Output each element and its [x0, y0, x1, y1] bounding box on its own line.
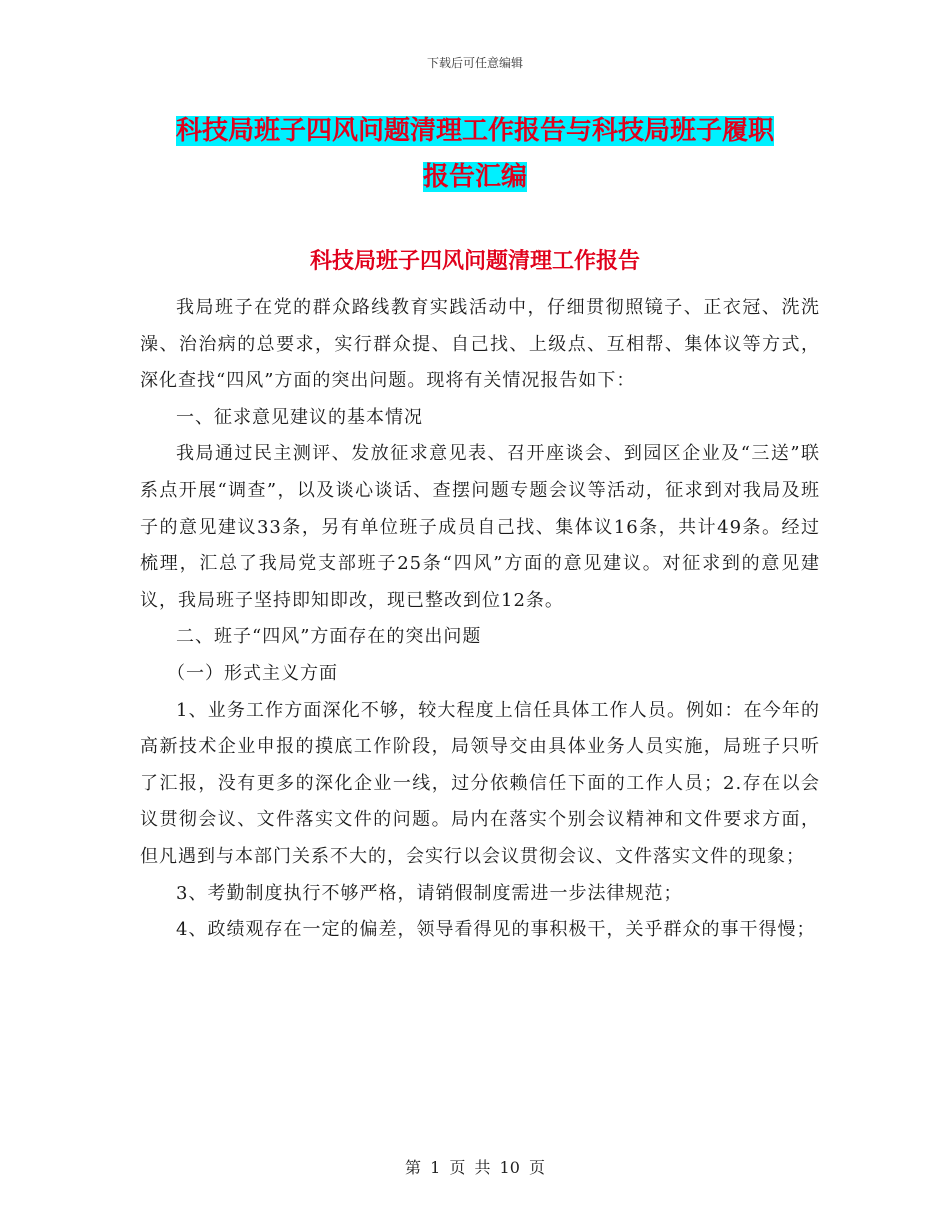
- subsection-heading: （一）形式主义方面: [167, 662, 338, 684]
- section-heading: 一、征求意见建议的基本情况: [176, 406, 423, 428]
- header-note: 下载后可任意编辑: [426, 56, 523, 70]
- paragraph: 4、政绩观存在一定的偏差，领导看得见的事积极干，关乎群众的事干得慢；: [176, 919, 816, 941]
- paragraph: 我局班子在党的群众路线教育实践活动中，仔细贯彻照镜子、正衣冠、洗洗澡、治治病的总要求，实行群众提、自己找、上级点、互相帮、集体议等方式，深化查找“四风”方面的突出问题。现将有关情况报告如下：: [140, 297, 820, 392]
- document-title-line2: 报告汇编: [422, 162, 527, 192]
- paragraph: 1、业务工作方面深化不够，较大程度上信任具体工作人员。例如：在今年的高新技术企业申报的摸底工作阶段，局领导交由具体业务人员实施，局班子只听了汇报，没有更多的深化企业一线，过分依赖信任下面的工作人员；2.存在以会议贯彻会议、文件落实文件的问题。局内在落实个别会议精神和文件要求方面，但凡遇到与本部门关系不大的，会实行以会议贯彻会议、文件落实文件的现象；: [140, 699, 820, 867]
- section-heading: 二、班子“四风”方面存在的突出问题: [176, 626, 482, 648]
- section-title: 科技局班子四风问题清理工作报告: [309, 249, 640, 274]
- document-title: [140, 108, 810, 200]
- document-title-line1: 科技局班子四风问题清理工作报告与科技局班子履职: [175, 116, 774, 146]
- paragraph: 我局通过民主测评、发放征求意见表、召开座谈会、到园区企业及“三送”联系点开展“调查”，以及谈心谈话、查摆问题专题会议等活动，征求到对我局及班子的意见建议33条，另有单位班子成员自己找、集体议16条，共计49条。经过梳理，汇总了我局党支部班子25条“四风”方面的意见建议。对征求到的意见建议，我局班子坚持即知即改，现已整改到位12条。: [140, 443, 820, 611]
- paragraph: 3、考勤制度执行不够严格，请销假制度需进一步法律规范；: [176, 882, 683, 904]
- page-number: 第 1 页 共 10 页: [405, 1158, 545, 1177]
- document-body: [140, 290, 820, 949]
